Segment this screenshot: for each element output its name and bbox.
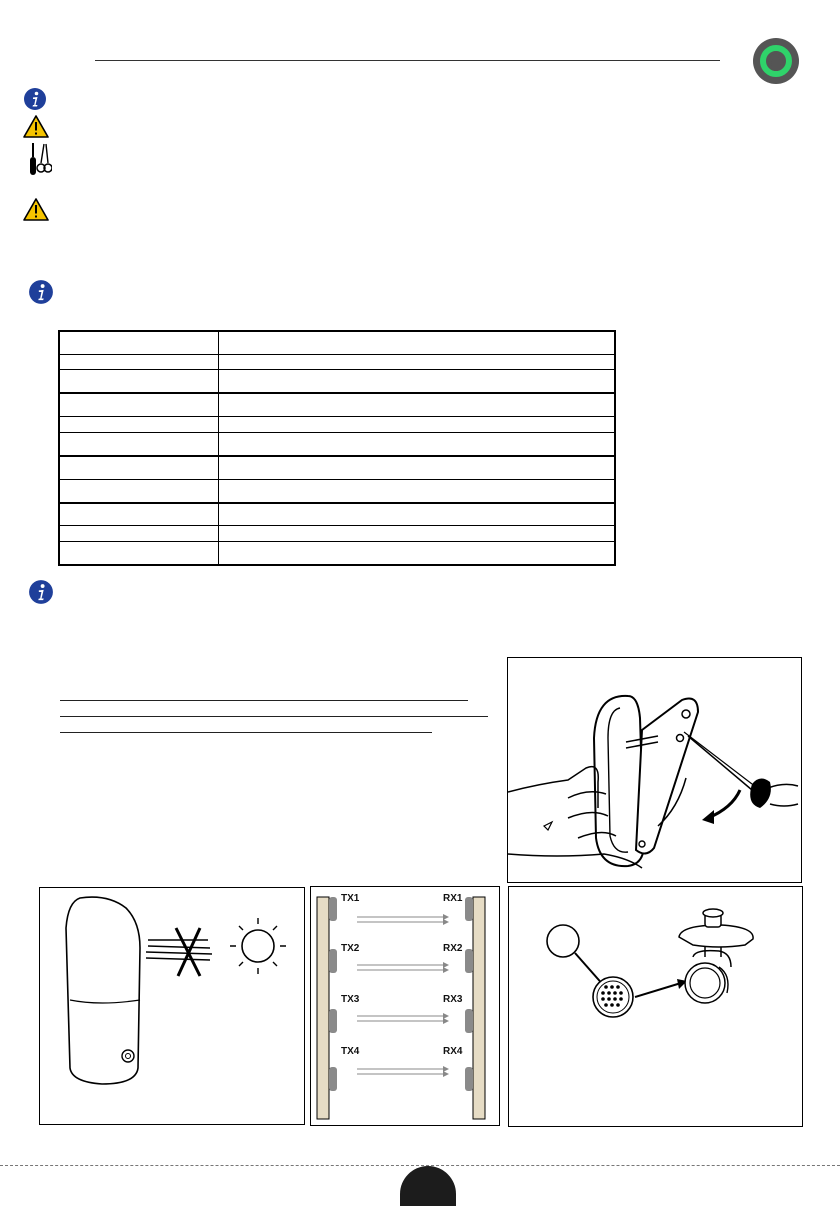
footer-rule [0,1165,840,1166]
table-row [59,393,615,416]
info-icon [28,579,54,605]
rx3-label: RX3 [443,994,463,1005]
table-row [59,370,615,393]
warning-icon [23,198,49,221]
rx2-label: RX2 [443,943,463,954]
table-row [59,503,615,526]
figure-battery [508,886,803,1127]
spec-table [58,330,616,566]
table-row [59,456,615,479]
figure-no-sunlight [39,887,305,1125]
info-icon [28,279,54,305]
warning-icon [23,115,49,138]
figure-screwdriver [507,657,802,883]
table-row [59,331,615,354]
text-line [60,732,432,733]
brand-logo [752,37,800,85]
table-row [59,354,615,370]
info-icon [23,87,47,111]
battery-illustration [509,887,801,1125]
rx1-label: RX1 [443,893,463,904]
rx4-label: RX4 [443,1046,463,1057]
beam-illustration [311,887,498,1124]
tx1-label: TX1 [341,893,360,904]
tx2-label: TX2 [341,943,360,954]
text-line [60,716,488,717]
table-row [59,526,615,542]
tx3-label: TX3 [341,994,360,1005]
header-rule [95,60,720,61]
page-number-tab [400,1166,456,1206]
tools-icon [26,141,52,177]
screwdriver-illustration [508,658,800,881]
table-row [59,479,615,502]
table-row [59,432,615,455]
table-row [59,417,615,433]
figure-beam-pairs [310,886,500,1126]
sensor-sun-illustration [40,888,303,1123]
table-row [59,542,615,565]
tx4-label: TX4 [341,1046,360,1057]
text-line [60,700,468,701]
